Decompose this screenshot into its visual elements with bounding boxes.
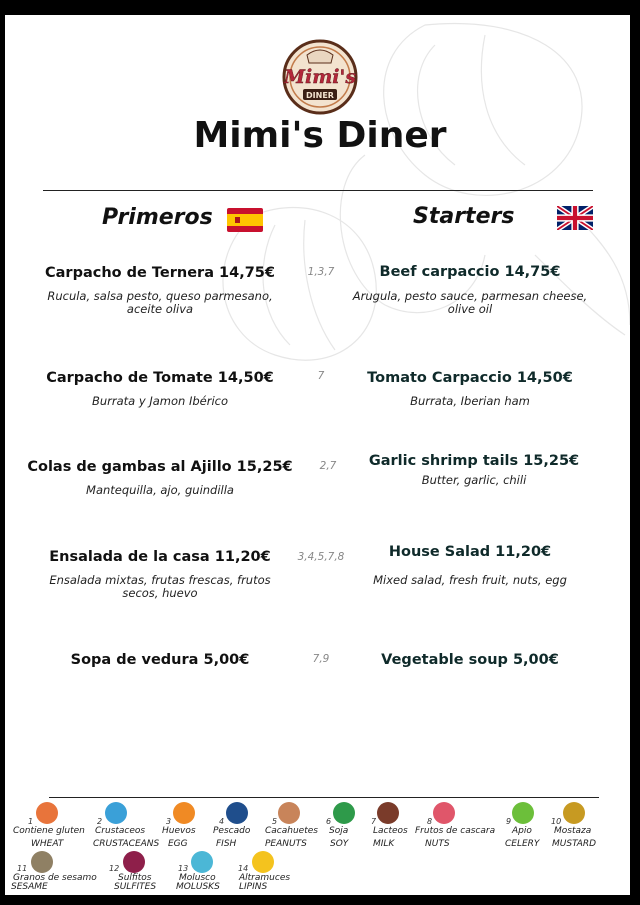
milk-icon — [377, 802, 399, 824]
nut-icon — [433, 802, 455, 824]
page-title: Mimi's Diner — [193, 115, 447, 156]
sesame-icon — [31, 851, 53, 873]
dish-name: Carpacho de Tomate 14,50€ — [46, 370, 274, 386]
dish-en — [345, 264, 595, 316]
dish-es — [35, 265, 285, 316]
dish-en — [345, 453, 603, 487]
dish-description: Ensalada mixtas, frutas frescas, frutos secos, huevo — [49, 573, 271, 600]
egg-icon — [173, 802, 195, 824]
mustard-icon — [563, 802, 585, 824]
mollusc-icon — [191, 851, 213, 873]
dish-es — [35, 370, 285, 408]
dish-en — [345, 652, 595, 668]
dish-description: Rucula, salsa pesto, queso parmesano, aceite oliva — [47, 289, 273, 316]
logo-text: Mimi's — [283, 66, 357, 88]
dish-name: Vegetable soup 5,00€ — [381, 652, 559, 668]
dish-name: Beef carpaccio 14,75€ — [379, 264, 561, 280]
dish-es — [25, 459, 295, 497]
logo-subtext: DINER — [306, 91, 334, 100]
uk-flag-icon — [557, 206, 593, 230]
dish-description: Mixed salad, fresh fruit, nuts, egg — [373, 573, 567, 587]
dish-name: Tomato Carpaccio 14,50€ — [367, 370, 573, 386]
dish-description: Butter, garlic, chili — [421, 473, 527, 487]
dish-name: House Salad 11,20€ — [388, 544, 552, 560]
dish-es — [35, 652, 285, 668]
dish-description: Burrata, Iberian ham — [410, 394, 530, 408]
allergen-codes: 3,4,5,7,8 — [297, 551, 345, 563]
dish-description: Burrata y Jamon Ibérico — [91, 394, 229, 408]
dish-description: Mantequilla, ajo, guindilla — [86, 483, 234, 497]
allergen-codes: 2,7 — [319, 460, 337, 472]
section-heading-en: Starters — [413, 204, 515, 229]
dish-name: Carpacho de Ternera 14,75€ — [45, 265, 275, 281]
allergen-codes: 7,9 — [312, 653, 330, 665]
dish-name: Garlic shrimp tails 15,25€ — [368, 453, 580, 469]
dish-name: Sopa de vedura 5,00€ — [70, 652, 250, 668]
crab-icon — [105, 802, 127, 824]
dish-es — [30, 549, 290, 600]
dish-name: Ensalada de la casa 11,20€ — [49, 549, 271, 565]
peanut-icon — [278, 802, 300, 824]
wheat-icon — [36, 802, 58, 824]
soy-icon — [333, 802, 355, 824]
legend-divider — [49, 797, 599, 798]
diner-logo — [279, 39, 361, 115]
allergen-codes: 7 — [317, 370, 325, 382]
lupin-icon — [252, 851, 274, 873]
dish-en — [345, 370, 595, 408]
section-heading-es: Primeros — [102, 205, 213, 230]
celery-icon — [512, 802, 534, 824]
menu-page: Mimi's DINER Mimi's Diner Primeros Starters Carpacho de Ternera 14,75€ Rucula, salsa pesto, queso parmesano, aceite oliva 1,3,7 Beef carpaccio 14,75€ Arugula, pesto sauce, parmesan cheese, olive oil Carpacho de Tomate 14,50€ Burrata y Jamon Ibérico 7 Tomato Carpaccio 14,50€ Burrata, Iberian ham Colas de gambas al Ajillo 15,25€ Mantequilla, ajo, guindilla 2,7 Garlic shrimp tails 15,25€ Butter, garlic, chili Ensalada de la casa 11,20€ Ensalada mixtas, frutas frescas, frutos secos, huevo 3,4,5,7,8 House Salad 11,20€ Mixed salad, fresh fruit, nuts, egg Sopa de vedura 5,00€ 7,9 Vegetable soup 5,00€ 1 Contiene gluten WHEAT 2 Crustaceos CRUSTACEANS 3 Huevos EGG 4 Pescado FISH 5 Cacahuetes PEANUTS 6 Soja SOY 7 Lacteos MILK 8 Frutos de cascara NUTS 9 Apio CELERY 10 Mostaza MUSTARD 11 Granos de sesamo SESAME 12 Sulfitos SULFITES 13 Molusco MOLUSKS 14 Altramuces LIPINS — [5, 15, 630, 895]
sulfite-icon — [123, 851, 145, 873]
dish-description: Arugula, pesto sauce, parmesan cheese, olive oil — [352, 289, 588, 316]
dish-en — [345, 544, 595, 587]
fish-icon — [226, 802, 248, 824]
dish-name: Colas de gambas al Ajillo 15,25€ — [27, 459, 293, 475]
spain-flag-icon — [227, 208, 263, 232]
header-divider — [43, 190, 593, 191]
allergen-codes: 1,3,7 — [307, 266, 335, 278]
